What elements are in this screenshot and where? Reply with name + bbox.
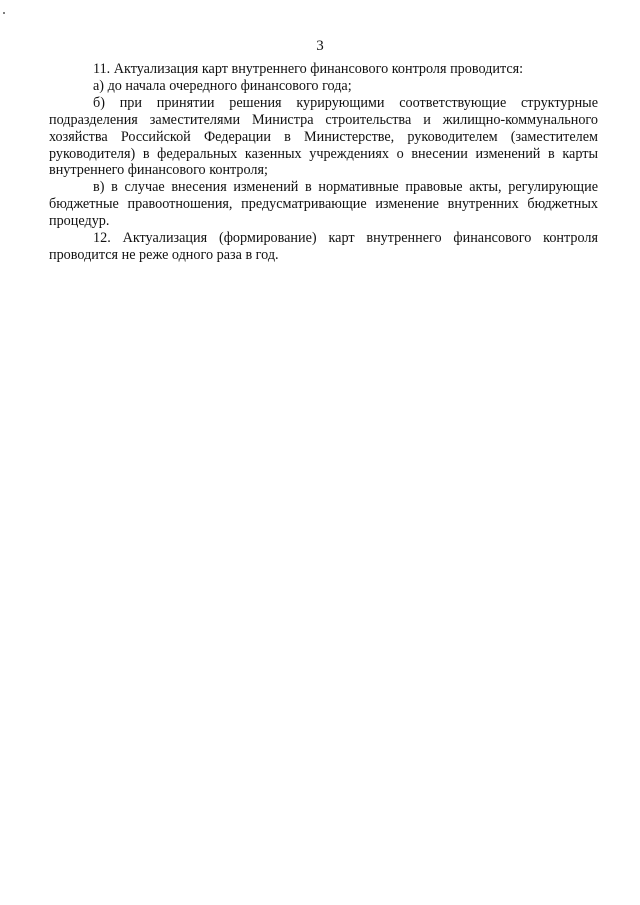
paragraph-item-a: а) до начала очередного финансового года; <box>93 77 352 94</box>
page-number: 3 <box>316 38 324 54</box>
paragraph-item-c: в) в случае внесения изменений в нормативные правовые акты, регулирующие бюджетные правоотношения, предусматривающие изменение внутренних бюджетных процедур. <box>49 179 598 230</box>
paragraph-11-intro: 11. Актуализация карт внутреннего финансового контроля проводится: <box>93 61 524 77</box>
paragraph-item-b: б) при принятии решения курирующими соответствующие структурные подразделения заместителями Министра строительства и жилищно-коммунального хозяйства Российской Федерации в Министерстве, руководителем (заместителем руководителя) в федеральных казенных учреждениях о внесении изменений в карты внутреннего финансового контроля; <box>49 94 598 179</box>
document-body <box>49 61 598 264</box>
scan-dot <box>3 12 5 14</box>
paragraph-12: 12. Актуализация (формирование) карт внутреннего финансового контроля проводится не реже одного раза в год. <box>49 230 598 263</box>
